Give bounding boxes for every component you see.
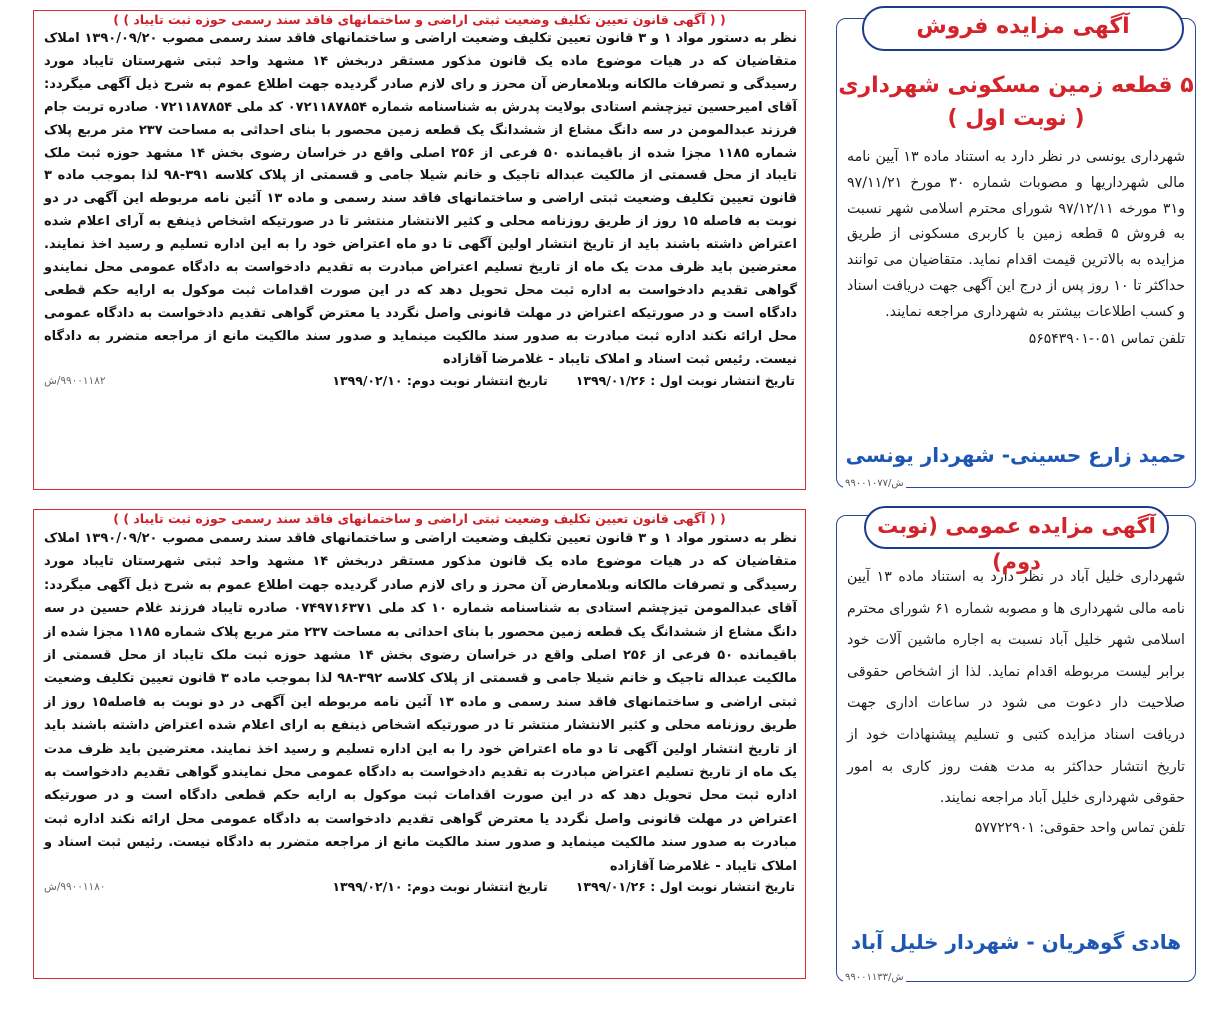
auction-notice-2-phone: تلفن تماس واحد حقوقی: ۵۷۷۲۲۹۰۱ [974,819,1185,836]
date-second-label: تاریخ انتشار نوبت دوم: [406,372,548,388]
legal-notice-1-signature: رئیس ثبت اسناد و املاک تایباد - غلامرضا آقازاده [442,351,751,367]
legal-notice-2-body [34,527,805,878]
auction-notice-1-round: ( نوبت اول ) [947,106,1085,131]
legal-notice-2-title: ( ( آگهی قانون تعیین تکلیف وضعیت ثبتی اراضی و ساختمانهای فاقد سند رسمی حوزه ثبت تایباد ) ) [113,511,726,526]
legal-notice-2-text: نظر به دستور مواد ۱ و ۳ قانون تعیین تکلیف وضعیت اراضی و ساختمانهای فاقد سند رسمی مصوب ۱۳۹۰/۰۹/۲۰ املاک متقاضیان که در هیات موضوع ماده یک قانون مذکور مستقر دربخش ۱۴ مشهد واحد ثبتی شهرستان تایباد مورد رسیدگی و تصرفات مالکانه وبلامعارض آن محرز و رای لازم صادر گردیده جهت اطلاع عموم به شرح ذیل آگهی میگردد: آقای عبدالمومن تیزچشم استادی به شناسنامه شماره ۱۰ کد ملی ۰۷۴۹۷۱۶۳۷۱ صادره تایباد فرزند غلام حسین در سه دانگ مشاع از ششدانگ یک قطعه زمین محصور با بنای احداثی به مساحت ۲۳۷ متر مربع پلاک شماره ۱۱۸۵ مجزا شده از باقیمانده ۵۰ فرعی از ۲۵۶ اصلی واقع در خراسان رضوی بخش ۱۴ مشهد حوزه ثبت ملک تایباد از محل قسمتی از مالکیت عبداله تاجیک و خانم شیلا جامی و قسمتی از پلاک کلاسه ۳۹۲-۹۸ لذا بموجب ماده ۳ قانون تعیین تکلیف وضعیت ثبتی اراضی و ساختمانهای فاقد سند رسمی و ماده ۱۳ آئین نامه مربوطه این آگهی در دو نوبت به فاصله۱۵ روز از طریق روزنامه محلی و کثیر الانتشار منتشر تا در صورتیکه اشخاص ذینفع به ارای اعلام شده اعتراض داشته باشند باید از تاریخ انتشار اولین آگهی تا دو ماه اعتراض خود را به این اداره تسلیم و رسید اخذ نمایند. معترضین باید ظرف مدت یک ماه از تاریخ تسلیم اعتراض مبادرت به تقدیم دادخواست به دادگاه عمومی محل نمایندو گواهی تقدیم دادخواست به اداره ثبت محل تحویل دهد که در این صورت اقدامات ثبت موکول به ارایه حکم قطعی دادگاه است و در صورتیکه اعتراض در مهلت قانونی واصل نگردد یا معترض گواهی تقدیم دادخواست به دادگاه عمومی محل ارائه نکند اداره ثبت مبادرت به صدور سند مالکیت مینماید و صدور سند مالکیت مانع از مراجعه متضرر به دادگاه نیست. [44,531,798,851]
auction-notice-1-signature: حمید زارع حسینی- شهردار یونسی [845,443,1187,467]
date-second: ۱۳۹۹/۰۲/۱۰ [332,879,403,895]
date-second-label: تاریخ انتشار نوبت دوم: [406,879,548,895]
legal-notice-1-body [34,28,805,372]
date-first-label: تاریخ انتشار نوبت اول : [650,372,795,388]
legal-notice-1-text: نظر به دستور مواد ۱ و ۳ قانون تعیین تکلیف وضعیت اراضی و ساختمانهای فاقد سند رسمی مصوب ۱۳۹۰/۰۹/۲۰ املاک متقاضیان که در هیات موضوع ماده یک قانون مذکور مستقر دربخش ۱۴ مشهد واحد ثبتی شهرستان تایباد مورد رسیدگی و تصرفات مالکانه وبلامعارض آن محرز و رای لازم صادر گردیده جهت اطلاع عموم به شرح ذیل آگهی میگردد: آقای امیرحسین تیزچشم استادی بولایت پدرش به شناسنامه شماره ۰۷۲۱۱۸۷۸۵۴ کد ملی ۰۷۲۱۱۸۷۸۵۴ صادره تربت جام فرزند عبدالمومن در سه دانگ مشاع از ششدانگ یک قطعه زمین محصور با بنای احداثی به مساحت ۲۳۷ متر مربع پلاک شماره ۱۱۸۵ مجزا شده از باقیمانده ۵۰ فرعی از ۲۵۶ اصلی واقع در خراسان رضوی بخش ۱۴ مشهد حوزه ثبت ملک تایباد از محل قسمتی از مالکیت عبداله تاجیک و خانم شیلا جامی و قسمتی از پلاک کلاسه ۳۹۱-۹۸ لذا بموجب ماده ۳ قانون تعیین تکلیف وضعیت ثبتی اراضی و ساختمانهای فاقد سند رسمی و ماده ۱۳ آئین نامه مربوطه این آگهی در دو نوبت به فاصله ۱۵ روز از طریق روزنامه محلی و کثیر الانتشار منتشر تا در صورتیکه اشخاص ذینفع به آرای اعلام شده اعتراض داشته باشند باید از تاریخ انتشار اولین آگهی تا دو ماه اعتراض خود را به این اداره تسلیم و رسید اخذ نمایند. معترضین باید ظرف مدت یک ماه از تاریخ تسلیم اعتراض مبادرت به تقدیم دادخواست به دادگاه عمومی محل نمایندو گواهی تقدیم دادخواست به اداره ثبت محل تحویل دهد که در این صورت اقدامات ثبت موکول به ارایه حکم قطعی دادگاه است و در صورتیکه اعتراض در مهلت قانونی واصل نگردد یا معترض گواهی تقدیم دادخواست به دادگاه عمومی محل ارائه نکند اداره ثبت مبادرت به صدور سند مالکیت مینماید و صدور سند مالکیت مانع از مراجعه متضرر به دادگاه نیست. [44,31,798,367]
auction-notice-1-heading: ۵ قطعه زمین مسکونی شهرداری [838,73,1194,98]
notice-code: ۹۹۰۰۱۱۸۲/ش [44,374,106,387]
auction-notice-2 [836,515,1196,982]
legal-notice-2-signature: رئیس ثبت اسناد و املاک تایباد - غلامرضا آقازاده [44,835,797,874]
date-first: ۱۳۹۹/۰۱/۲۶ [575,372,646,388]
auction-notice-2-code: ۹۹۰۰۱۱۳۳/ش [845,972,904,983]
auction-notice-2-signature: هادی گوهریان - شهردار خلیل آباد [850,930,1182,954]
auction-notice-2-tag: آگهی مزایده عمومی (نوبت دوم) [864,506,1169,549]
date-first-label: تاریخ انتشار نوبت اول : [650,879,795,895]
legal-notice-1 [33,10,806,490]
legal-notice-1-dates [34,372,805,390]
date-second: ۱۳۹۹/۰۲/۱۰ [332,372,403,388]
legal-notice-2-dates [34,878,805,896]
legal-notice-1-title: ( ( آگهی قانون تعیین تکلیف وضعیت ثبتی اراضی و ساختمانهای فاقد سند رسمی حوزه ثبت تایباد ) ) [113,12,726,27]
auction-notice-1-tag: آگهی مزایده فروش [862,6,1184,51]
auction-notice-1-phone: تلفن تماس ۰۵۱-۵۶۵۴۳۹۰۱ [1028,330,1185,347]
auction-notice-1 [836,18,1196,488]
auction-notice-2-body: شهرداری خلیل آباد در نظر دارد به استناد ماده ۱۳ آیین نامه مالی شهرداری ها و مصوبه شماره ۶۱ شورای محترم اسلامی شهر خلیل آباد نسبت به اجاره ماشین آلات خود برابر لیست مربوطه اقدام نماید. لذا از اشخاص حقوقی صلاحیت دار دعوت می شود در ساعات اداری جهت دریافت اسناد مزایده کتبی و تسلیم پیشنهادات خود از تاریخ انتشار حداکثر به مدت هفت روز کاری به امور حقوقی شهرداری خلیل آباد مراجعه نمایند. [847,569,1186,807]
auction-notice-1-body: شهرداری یونسی در نظر دارد به استناد ماده ۱۳ آیین نامه مالی شهرداریها و مصوبات شماره ۳۰ مورخ ۹۷/۱۱/۲۱ و۳۱ مورخه ۹۷/۱۲/۱۱ شورای محترم اسلامی شهر نسبت به فروش ۵ قطعه زمین با کاربری مسکونی از طریق مزایده به بالاترین قیمت اقدام نماید. متقاضیان می توانند حداکثر تا ۱۰ روز پس از درج این آگهی جهت دریافت اسناد و کسب اطلاعات بیشتر به شهرداری مراجعه نمایند. [847,149,1186,320]
date-first: ۱۳۹۹/۰۱/۲۶ [575,879,646,895]
auction-notice-1-code: ۹۹۰۰۱۰۷۷/ش [845,478,904,489]
notice-code: ۹۹۰۰۱۱۸۰/ش [44,881,106,894]
legal-notice-2 [33,509,806,979]
